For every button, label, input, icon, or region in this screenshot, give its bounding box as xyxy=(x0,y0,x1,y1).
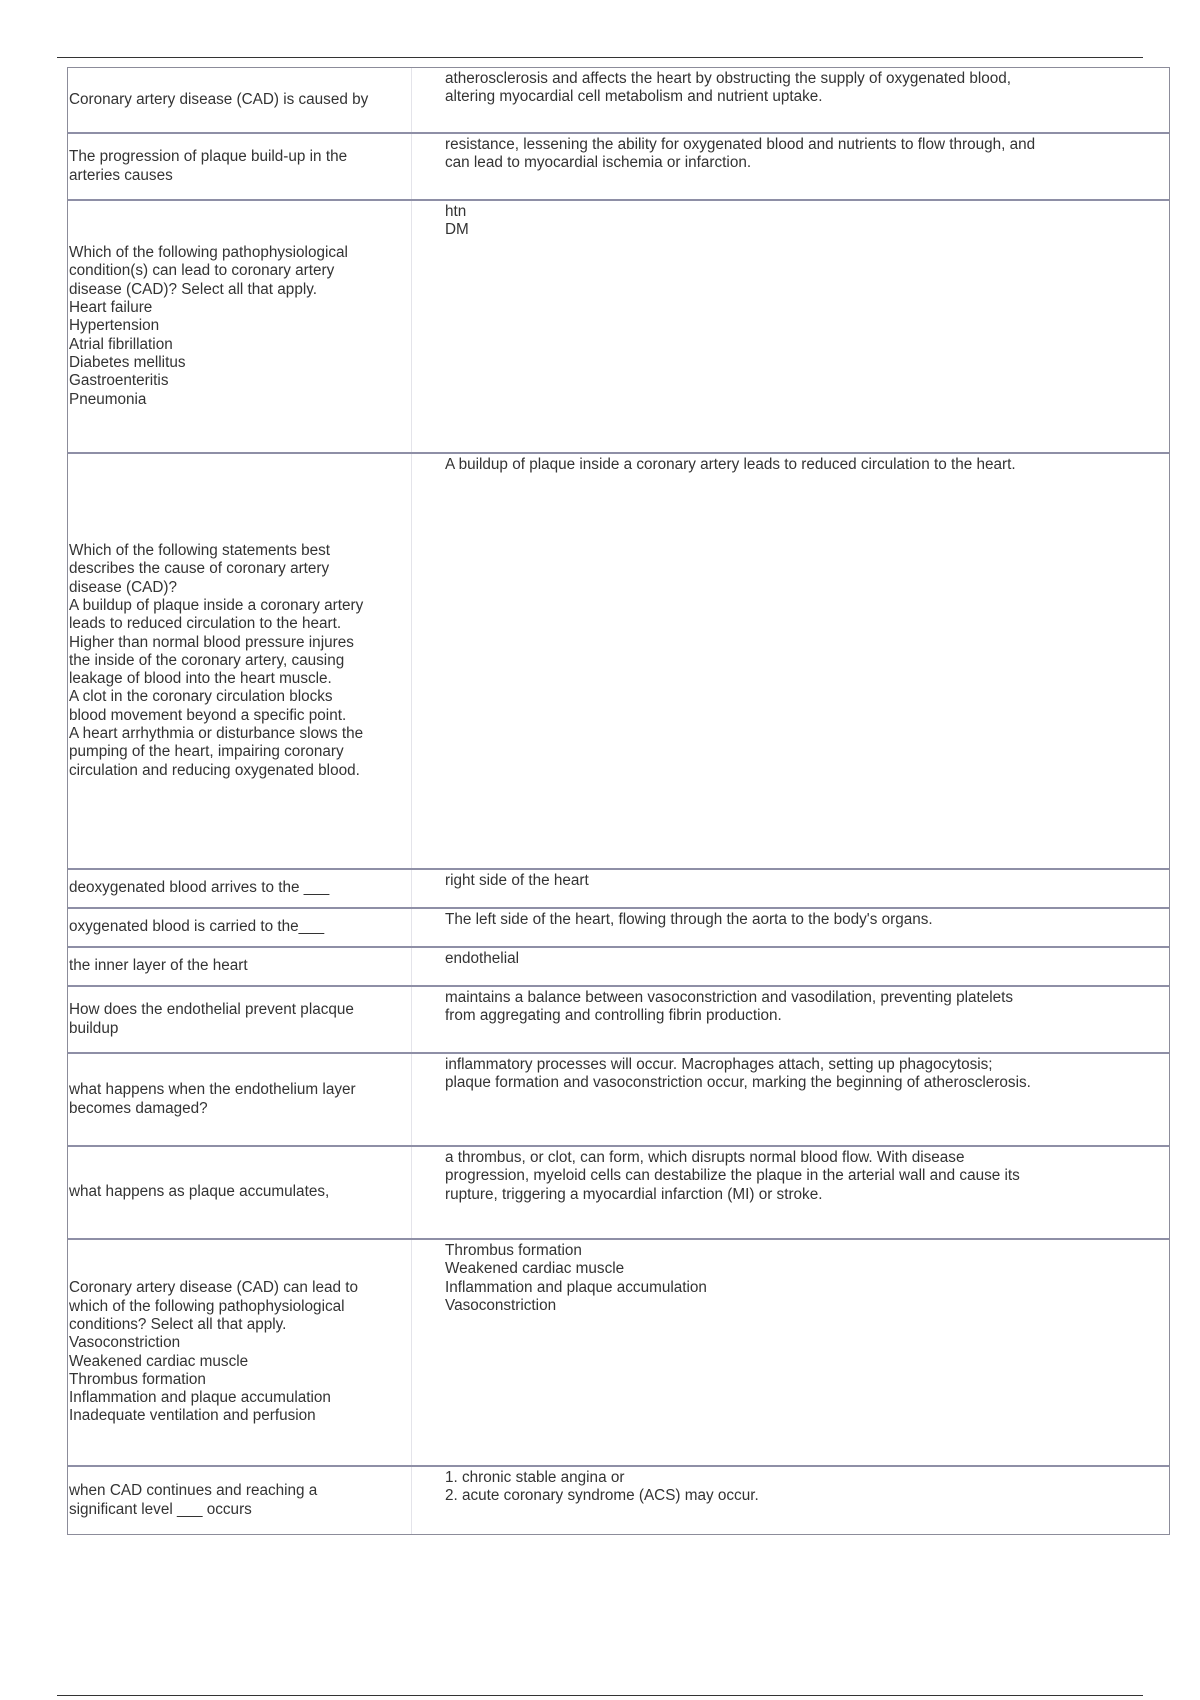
term-cell xyxy=(68,987,412,1052)
term-cell xyxy=(68,68,412,132)
definition-text: atherosclerosis and affects the heart by obstructing the supply of oxygenated blood, altering myocardial cell metabolism and nutrient uptake. xyxy=(445,70,1012,106)
definition-cell xyxy=(412,1054,1169,1145)
flashcard-table xyxy=(67,67,1170,1535)
definition-text: a thrombus, or clot, can form, which disrupts normal blood flow. With disease progression, myeloid cells can destabilize the plaque in the arterial wall and cause its rupture, triggering a myocardial infarction (MI) or stroke. xyxy=(445,1149,1020,1203)
definition-cell xyxy=(412,1147,1169,1238)
card-row xyxy=(68,1467,1169,1534)
definition-cell xyxy=(412,1240,1169,1465)
definition-text: Thrombus formation Weakened cardiac muscle Inflammation and plaque accumulation Vasoconstriction xyxy=(445,1242,707,1314)
card-row xyxy=(68,870,1169,909)
term-cell xyxy=(68,454,412,868)
term-cell xyxy=(68,870,412,907)
term-text: Coronary artery disease (CAD) is caused by xyxy=(69,90,369,108)
card-row xyxy=(68,948,1169,987)
card-row xyxy=(68,1240,1169,1467)
term-cell xyxy=(68,909,412,946)
definition-text: endothelial xyxy=(445,950,519,967)
definition-cell xyxy=(412,201,1169,452)
definition-text: 1. chronic stable angina or 2. acute coronary syndrome (ACS) may occur. xyxy=(445,1469,759,1505)
term-text: deoxygenated blood arrives to the ___ xyxy=(69,879,330,897)
card-row xyxy=(68,201,1169,454)
card-row xyxy=(68,68,1169,134)
term-cell xyxy=(68,134,412,199)
definition-cell xyxy=(412,1467,1169,1534)
card-row xyxy=(68,987,1169,1054)
term-text: Which of the following pathophysiological condition(s) can lead to coronary artery disease (CAD)? Select all that apply. Heart failure Hypertension Atrial fibrillation Diabetes mellitus Gastroenteritis Pneumonia xyxy=(69,244,348,408)
definition-cell xyxy=(412,134,1169,199)
term-text: Which of the following statements best describes the cause of coronary artery disease (CAD)? A buildup of plaque inside a coronary artery leads to reduced circulation to the heart. Higher than normal blood pressure injures the inside of the coronary artery, causing leakage of blood into the heart muscle. A clot in the coronary circulation blocks blood movement beyond a specific point. A heart arrhythmia or disturbance slows the pumping of the heart, impairing coronary circulation and reducing oxygenated blood. xyxy=(69,542,364,779)
definition-cell xyxy=(412,870,1169,907)
term-cell xyxy=(68,1147,412,1238)
definition-text: A buildup of plaque inside a coronary artery leads to reduced circulation to the heart. xyxy=(445,456,1016,473)
definition-cell xyxy=(412,948,1169,985)
term-cell xyxy=(68,201,412,452)
term-text: the inner layer of the heart xyxy=(69,957,248,975)
term-text: The progression of plaque build-up in the arteries causes xyxy=(69,148,348,184)
term-text: what happens as plaque accumulates, xyxy=(69,1183,330,1201)
term-text: How does the endothelial prevent placque buildup xyxy=(69,1001,354,1037)
term-text: Coronary artery disease (CAD) can lead to which of the following pathophysiological conditions? Select all that apply. Vasoconstriction Weakened cardiac muscle Thrombus formation Inflammation and plaque accumulation Inadequate ventilation and perfusion xyxy=(69,1279,359,1425)
card-row xyxy=(68,1054,1169,1147)
card-row xyxy=(68,134,1169,201)
card-row xyxy=(68,909,1169,948)
term-text: oxygenated blood is carried to the___ xyxy=(69,918,325,936)
definition-text: inflammatory processes will occur. Macrophages attach, setting up phagocytosis; plaque formation and vasoconstriction occur, marking the beginning of atherosclerosis. xyxy=(445,1056,1031,1092)
definition-text: The left side of the heart, flowing through the aorta to the body's organs. xyxy=(445,911,933,928)
bottom-divider xyxy=(57,1695,1143,1696)
top-divider xyxy=(57,57,1143,58)
definition-text: maintains a balance between vasoconstriction and vasodilation, preventing platelets from aggregating and controlling fibrin production. xyxy=(445,989,1014,1025)
definition-text: right side of the heart xyxy=(445,872,589,889)
term-cell xyxy=(68,1240,412,1465)
term-cell xyxy=(68,1467,412,1534)
term-cell xyxy=(68,1054,412,1145)
card-row xyxy=(68,454,1169,870)
definition-text: resistance, lessening the ability for oxygenated blood and nutrients to flow through, and can lead to myocardial ischemia or infarction. xyxy=(445,136,1036,172)
definition-cell xyxy=(412,909,1169,946)
definition-cell xyxy=(412,454,1169,868)
term-cell xyxy=(68,948,412,985)
term-text: what happens when the endothelium layer becomes damaged? xyxy=(69,1081,356,1117)
definition-text: htn DM xyxy=(445,203,469,239)
card-row xyxy=(68,1147,1169,1240)
definition-cell xyxy=(412,68,1169,132)
term-text: when CAD continues and reaching a significant level ___ occurs xyxy=(69,1482,318,1518)
definition-cell xyxy=(412,987,1169,1052)
